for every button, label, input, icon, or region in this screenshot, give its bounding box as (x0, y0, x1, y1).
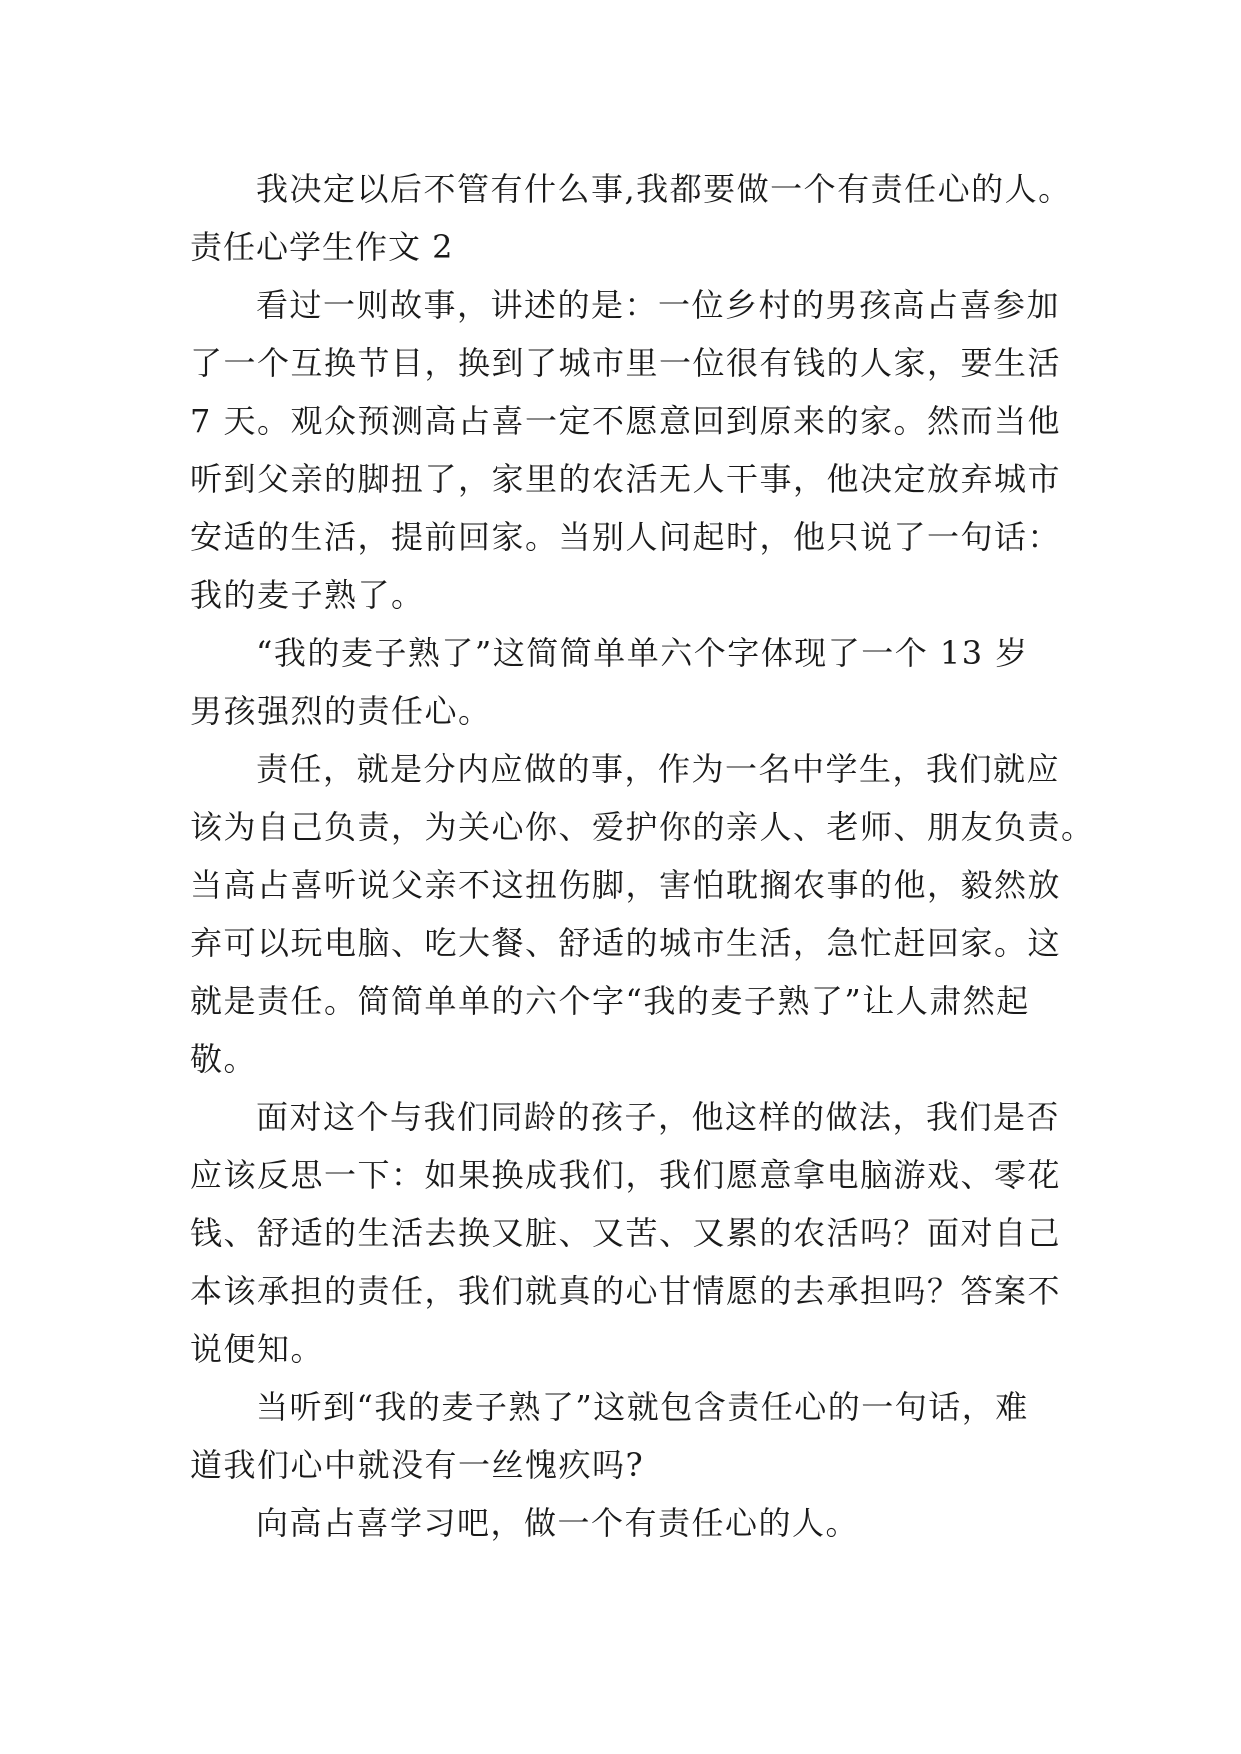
paragraph-line: 向高占喜学习吧，做一个有责任心的人。 (256, 1504, 860, 1542)
paragraph-line: 安适的生活，提前回家。当别人问起时，他只说了一句话： (190, 518, 1062, 556)
paragraph-line: 本该承担的责任，我们就真的心甘情愿的去承担吗？答案不 (190, 1272, 1062, 1310)
paragraph-line: 钱、舒适的生活去换又脏、又苦、又累的农活吗？面对自己 (190, 1214, 1062, 1252)
paragraph-line: 面对这个与我们同龄的孩子，他这样的做法，我们是否 (256, 1098, 1061, 1136)
paragraph-line: 责任，就是分内应做的事，作为一名中学生，我们就应 (256, 750, 1061, 788)
paragraph-line: 该为自己负责，为关心你、爱护你的亲人、老师、朋友负责。 (190, 808, 1095, 846)
paragraph-line: 男孩强烈的责任心。 (190, 692, 492, 730)
paragraph-line: 看过一则故事，讲述的是：一位乡村的男孩高占喜参加 (256, 286, 1061, 324)
paragraph-line: 7 天。观众预测高占喜一定不愿意回到原来的家。然而当他 (190, 402, 1062, 440)
paragraph-line: 听到父亲的脚扭了，家里的农活无人干事，他决定放弃城市 (190, 460, 1062, 498)
paragraph-line: 当高占喜听说父亲不这扭伤脚，害怕耽搁农事的他，毅然放 (190, 866, 1062, 904)
paragraph-line: 应该反思一下：如果换成我们，我们愿意拿电脑游戏、零花 (190, 1156, 1062, 1194)
paragraph-line: 弃可以玩电脑、吃大餐、舒适的城市生活，急忙赶回家。这 (190, 924, 1062, 962)
paragraph-line: “我的麦子熟了”这简简单单六个字体现了一个 13 岁 (256, 634, 1029, 672)
paragraph-line: 就是责任。简简单单的六个字“我的麦子熟了”让人肃然起 (190, 982, 1030, 1020)
paragraph-line: 说便知。 (190, 1330, 325, 1368)
paragraph-line: 我决定以后不管有什么事,我都要做一个有责任心的人。 (256, 170, 1072, 208)
paragraph-line: 我的麦子熟了。 (190, 576, 425, 614)
paragraph-line: 道我们心中就没有一丝愧疚吗? (190, 1446, 645, 1484)
paragraph-line: 当听到“我的麦子熟了”这就包含责任心的一句话，难 (256, 1388, 1029, 1426)
paragraph-line: 敬。 (190, 1040, 258, 1078)
paragraph-line: 了一个互换节目，换到了城市里一位很有钱的人家，要生活 (190, 344, 1062, 382)
document-body (190, 160, 1095, 1552)
section-heading: 责任心学生作文 2 (190, 228, 454, 266)
